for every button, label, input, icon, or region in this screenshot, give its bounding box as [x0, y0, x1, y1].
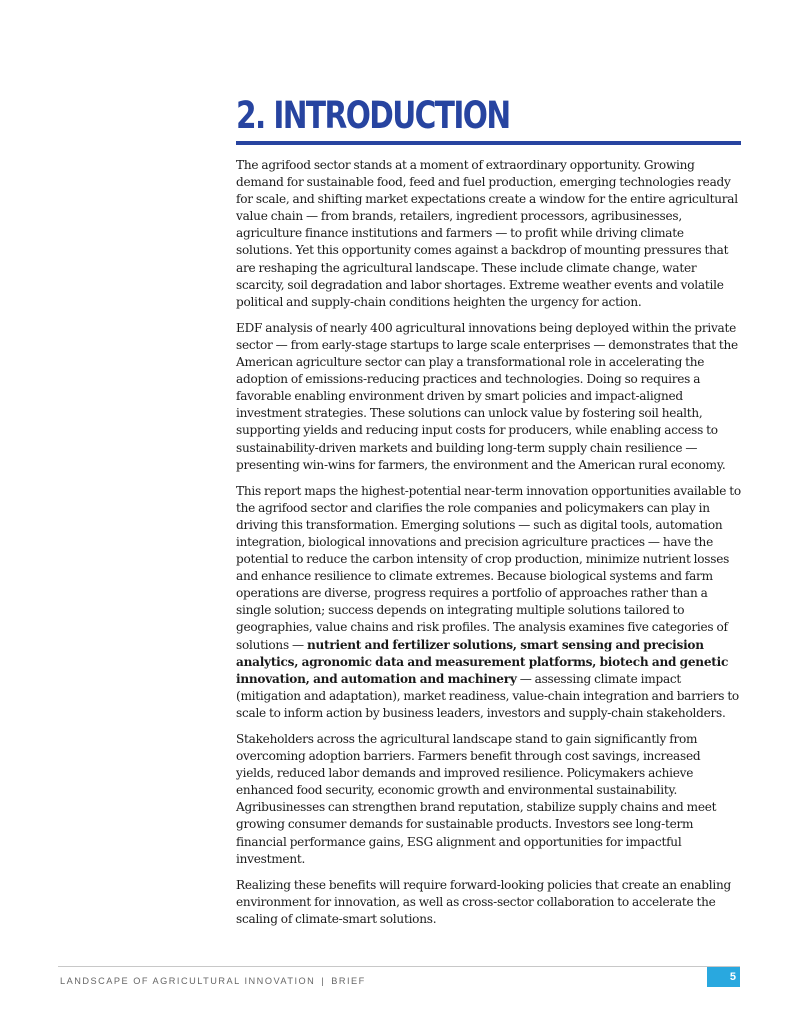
paragraph-5: Realizing these benefits will require forward-looking policies that create an enabling environment for innovation, as well as cross-sector collaboration to accelerate the scaling of climate-smart solutions.	[236, 877, 732, 926]
footer-doc-type: BRIEF	[331, 976, 366, 986]
solution-categories: nutrient and fertilizer solutions, smart sensing and precision analytics, agronomic data and measurement platforms, biotech and genetic innovation, and automation and machinery	[236, 637, 729, 686]
footer-separator: |	[321, 976, 326, 986]
paragraph-2: EDF analysis of nearly 400 agricultural innovations being deployed within the private sector — from early-stage startups to large scale enterprises — demonstrates that the American agriculture sector can play a transformational role in accelerating the adoption of emissions-reducing practices and technologies. Doing so requires a favorable enabling environment driven by smart policies and impact-aligned investment strategies. These solutions can unlock value by fostering soil health, supporting yields and reducing input costs for producers, while enabling access to sustainability-driven markets and building long-term supply chain resilience — presenting win-wins for farmers, the environment and the American rural economy.	[236, 320, 738, 472]
title-underline	[236, 141, 741, 145]
page-number-badge: 5	[707, 967, 740, 987]
paragraph-1: The agrifood sector stands at a moment of extraordinary opportunity. Growing demand for sustainable food, feed and fuel production, emerging technologies ready for scale, and shifting market expectations create a window for the entire agricultural value chain — from brands, retailers, ingredient processors, agribusinesses, agriculture finance institutions and farmers — to profit while driving climate solutions. Yet this opportunity comes against a backdrop of mounting pressures that are reshaping the agricultural landscape. These include climate change, water scarcity, soil degradation and labor shortages. Extreme weather events and volatile political and supply-chain conditions heighten the urgency for action.	[236, 158, 738, 309]
footer-report-name: LANDSCAPE OF AGRICULTURAL INNOVATION	[60, 976, 316, 986]
body-text	[236, 157, 741, 937]
footer-divider	[58, 966, 740, 967]
paragraph-3	[236, 483, 741, 722]
paragraph-4: Stakeholders across the agricultural landscape stand to gain significantly from overcoming adoption barriers. Farmers benefit through cost savings, increased yields, reduced labor demands and improved resilience. Policymakers achieve enhanced food security, economic growth and environmental sustainability. Agribusinesses can strengthen brand reputation, stabilize supply chains and meet growing consumer demands for sustainable products. Investors see long-term financial performance gains, ESG alignment and opportunities for impactful investment.	[236, 732, 717, 866]
paragraph-3-intro: This report maps the highest-potential near-term innovation opportunities available to the agrifood sector and clarifies the role companies and policymakers can play in driving this transformation. Emerging solutions — such as digital tools, automation integration, biological innovations and precision agriculture practices — have the potential to reduce the carbon intensity of crop production, minimize nutrient losses and enhance resilience to climate extremes. Because biological systems and farm operations are diverse, progress requires a portfolio of approaches rather than a single solution; success depends on integrating multiple solutions tailored to geographies, value chains and risk profiles. The analysis examines five categories of solutions —	[236, 483, 741, 652]
footer-running-title	[60, 976, 366, 986]
paragraph-3-outro: — assessing climate impact (mitigation and adaptation), market readiness, value-chain integration and barriers to scale to inform action by business leaders, investors and supply-chain stakeholders.	[236, 671, 739, 720]
page-title: 2. INTRODUCTION	[236, 94, 510, 137]
